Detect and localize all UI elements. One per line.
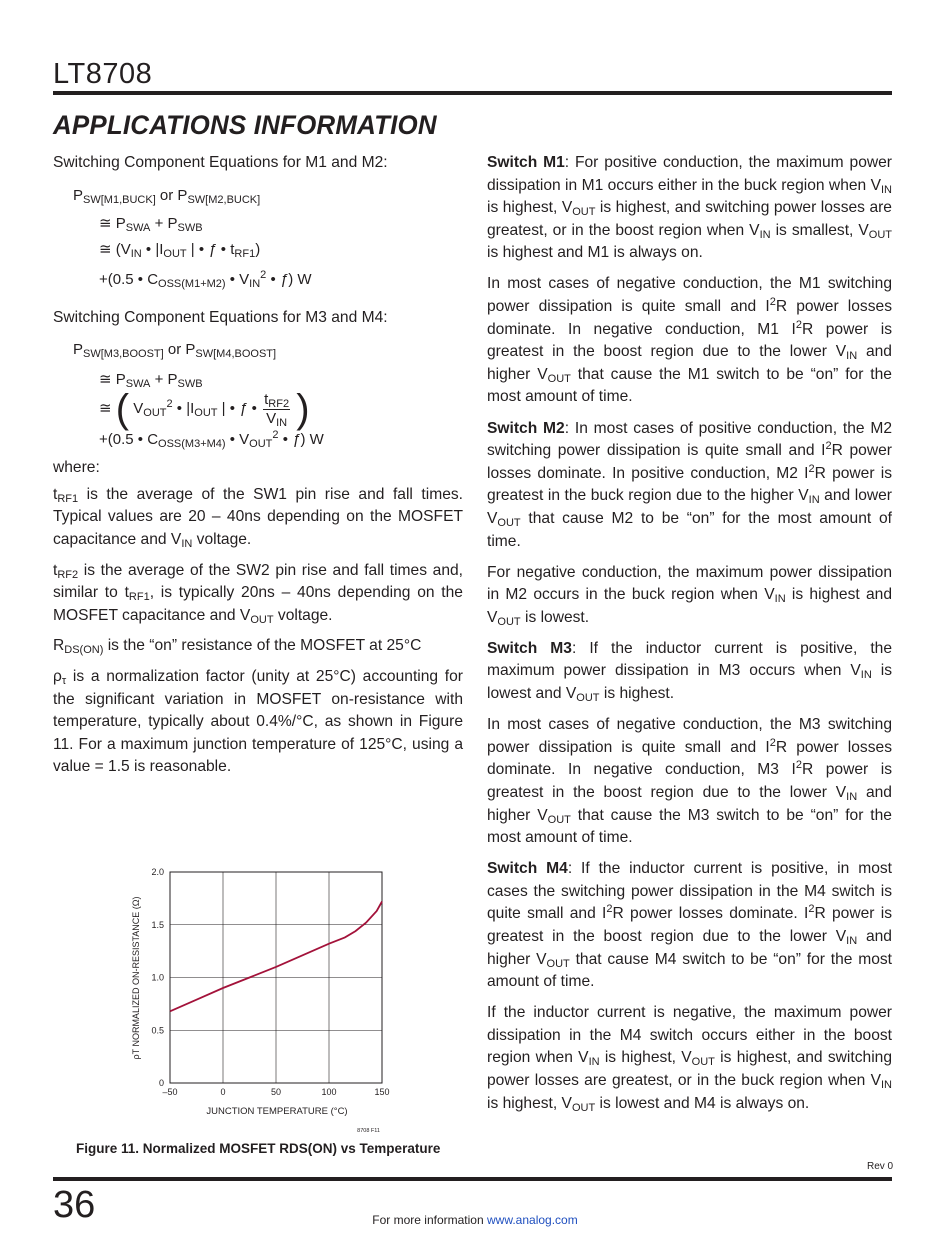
footer-more-info: For more information — [372, 1213, 484, 1227]
chart-x-tick: 150 — [374, 1087, 390, 1097]
eq-m3m4-line1: ≅ $P_{SWA} + P_{SWB}$ — [99, 371, 203, 391]
eq-m1m2-line2: ≅ ($V_{IN}$ • $|I_{OUT}$ | • ƒ • $t_{RF1}$) — [99, 240, 261, 260]
def-rho: $\rho_\tau$ is a normalization factor (unity at 25°C) accounting for the significant variation in MOSFET on-resistance with temperature, typically about 0.4%/°C, as shown in Figure 11. For a maximum junction temperature of 125°C, using a value = 1.5 is reasonable. — [53, 667, 463, 776]
chart-y-tick: 1.5 — [151, 919, 164, 930]
eq-m1m2-line3: +(0.5 • $C_{OSS(M1+M2)}$ • $V_{IN}^2$ • ƒ) W — [99, 268, 312, 290]
def-trf2: $t_{RF2}$ is the average of the SW2 pin rise and fall times and, similar to $t_{RF1}$, is typically 20ns – 40ns depending on the MOSFET capacitance and $V_{OUT}$ voltage. — [53, 561, 463, 626]
left-column — [53, 152, 463, 787]
eq-m1m2-header: $P_{SW[M1,BUCK]}$ or $P_{SW[M2,BUCK]}$ — [73, 186, 261, 206]
para-m1-negative: In most cases of negative conduction, the M1 switching power dissipation is quite small and $I^2R$ power losses dominate. In negative conduction, M1 $I^2R$ power is greatest in the boost region due to the lower $V_{IN}$ and higher $V_{OUT}$ that cause the M1 switch to be “on” for the most amount of time. — [487, 275, 892, 406]
m3m4-intro: Switching Component Equations for M3 and M4: — [53, 308, 388, 326]
footer-rule — [53, 1177, 892, 1181]
eq-or-1: or — [159, 186, 174, 204]
eq-m3m4-header: $P_{SW[M3,BOOST]}$ or $P_{SW[M4,BOOST]}$ — [73, 341, 277, 361]
para-switch-m3: Switch M3: If the inductor current is positive, the maximum power dissipation in M3 occurs when $V_{IN}$ is lowest and $V_{OUT}$ is highest. — [487, 639, 893, 705]
eq-or-2: or — [167, 341, 182, 359]
para-switch-m2: Switch M2: In most cases of positive conduction, the M2 switching power dissipation is quite small and $I^2R$ power losses dominate. In positive conduction, M2 $I^2R$ power is greatest in the buck region due to the higher $V_{IN}$ and lower $V_{OUT}$ that cause M2 to be “on” for the most amount of time. — [487, 419, 893, 550]
chart-y-label: ρT NORMALIZED ON-RESISTANCE (Ω) — [131, 896, 141, 1060]
figure-code: 8708 F11 — [357, 1128, 380, 1134]
eq-m3m4-line2: ≅ ( $V_{OUT}^2$ • $|I_{OUT}$ | • ƒ • $\frac{t_{RF2}}{V_{IN}}$ ) — [99, 387, 310, 432]
def-trf1: $t_{RF1}$ is the average of the SW1 pin rise and fall times. Typical values are 20 – 40ns depending on the MOSFET capacitance and $V_{IN}$ voltage. — [53, 485, 463, 550]
def-rdson: $R_{DS(ON)}$ is the “on” resistance of the MOSFET at 25°C — [53, 637, 422, 657]
footer-link[interactable]: www.analog.com — [487, 1213, 578, 1227]
header-rule — [53, 91, 892, 95]
chart-y-tick: 0.5 — [151, 1025, 164, 1036]
revision-label: Rev 0 — [867, 1161, 894, 1172]
chart-x-tick: –50 — [162, 1087, 178, 1097]
para-switch-m4: Switch M4: If the inductor current is positive, in most cases the switching power dissipation in the M4 switch is quite small and $I^2R$ power losses dominate. $I^2R$ power is greatest in the boost region due to the lower $V_{IN}$ and higher $V_{OUT}$ that cause M4 switch to be “on” for the most amount of time. — [487, 860, 892, 991]
chart-x-label: JUNCTION TEMPERATURE (°C) — [206, 1106, 348, 1117]
footer-info — [0, 1213, 950, 1227]
right-column — [487, 152, 892, 1124]
eq-m3m4-line3: +(0.5 • $C_{OSS(M3+M4)}$ • $V_{OUT}^2$ • ƒ) W — [99, 429, 324, 451]
para-m4-negative: If the inductor current is negative, the maximum power dissipation in the M4 switch occurs either in the boost region when $V_{IN}$ is highest, $V_{OUT}$ is highest, and switching power losses are greatest, or in the buck region when $V_{IN}$ is highest, $V_{OUT}$ is lowest and M4 is always on. — [487, 1004, 893, 1114]
chart-x-tick: 100 — [321, 1087, 337, 1097]
figure-caption: Figure 11. Normalized MOSFET RDS(ON) vs Temperature — [76, 1141, 441, 1156]
chart-y-tick: 1.0 — [151, 972, 164, 983]
section-title: APPLICATIONS INFORMATION — [53, 110, 437, 140]
chart-tick-labels — [151, 867, 389, 1097]
eq-m1m2-line1: ≅ $P_{SWA} + P_{SWB}$ — [99, 214, 203, 234]
chart-grid — [170, 872, 382, 1083]
page-number: 36 — [53, 1184, 96, 1226]
chart-x-tick: 50 — [270, 1087, 282, 1097]
m1m2-intro: Switching Component Equations for M1 and M2: — [53, 154, 388, 171]
para-switch-m1: Switch M1: For positive conduction, the maximum power dissipation in M1 occurs either in the buck region when $V_{IN}$ is highest, $V_{OUT}$ is highest, and switching power losses are greatest, or in the boost region when $V_{IN}$ is smallest, $V_{OUT}$ is highest and M1 is always on. — [487, 154, 893, 262]
chart-x-tick: 0 — [220, 1087, 226, 1097]
para-m2-negative: For negative conduction, the maximum power dissipation in M2 occurs in the buck region when $V_{IN}$ is highest and $V_{OUT}$ is lowest. — [487, 563, 893, 628]
where-label: where: — [53, 459, 100, 477]
figure-11-chart — [128, 862, 398, 1136]
chart-y-tick: 2.0 — [151, 867, 164, 877]
para-m3-negative: In most cases of negative conduction, the M3 switching power dissipation is quite small and $I^2R$ power losses dominate. In negative conduction, M3 $I^2R$ power is greatest in the boost region due to the lower $V_{IN}$ and higher $V_{OUT}$ that cause the M3 switch to be “on” for the most amount of time. — [487, 716, 892, 847]
chart-y-tick: 0 — [158, 1078, 164, 1088]
part-number: LT8708 — [53, 58, 153, 90]
